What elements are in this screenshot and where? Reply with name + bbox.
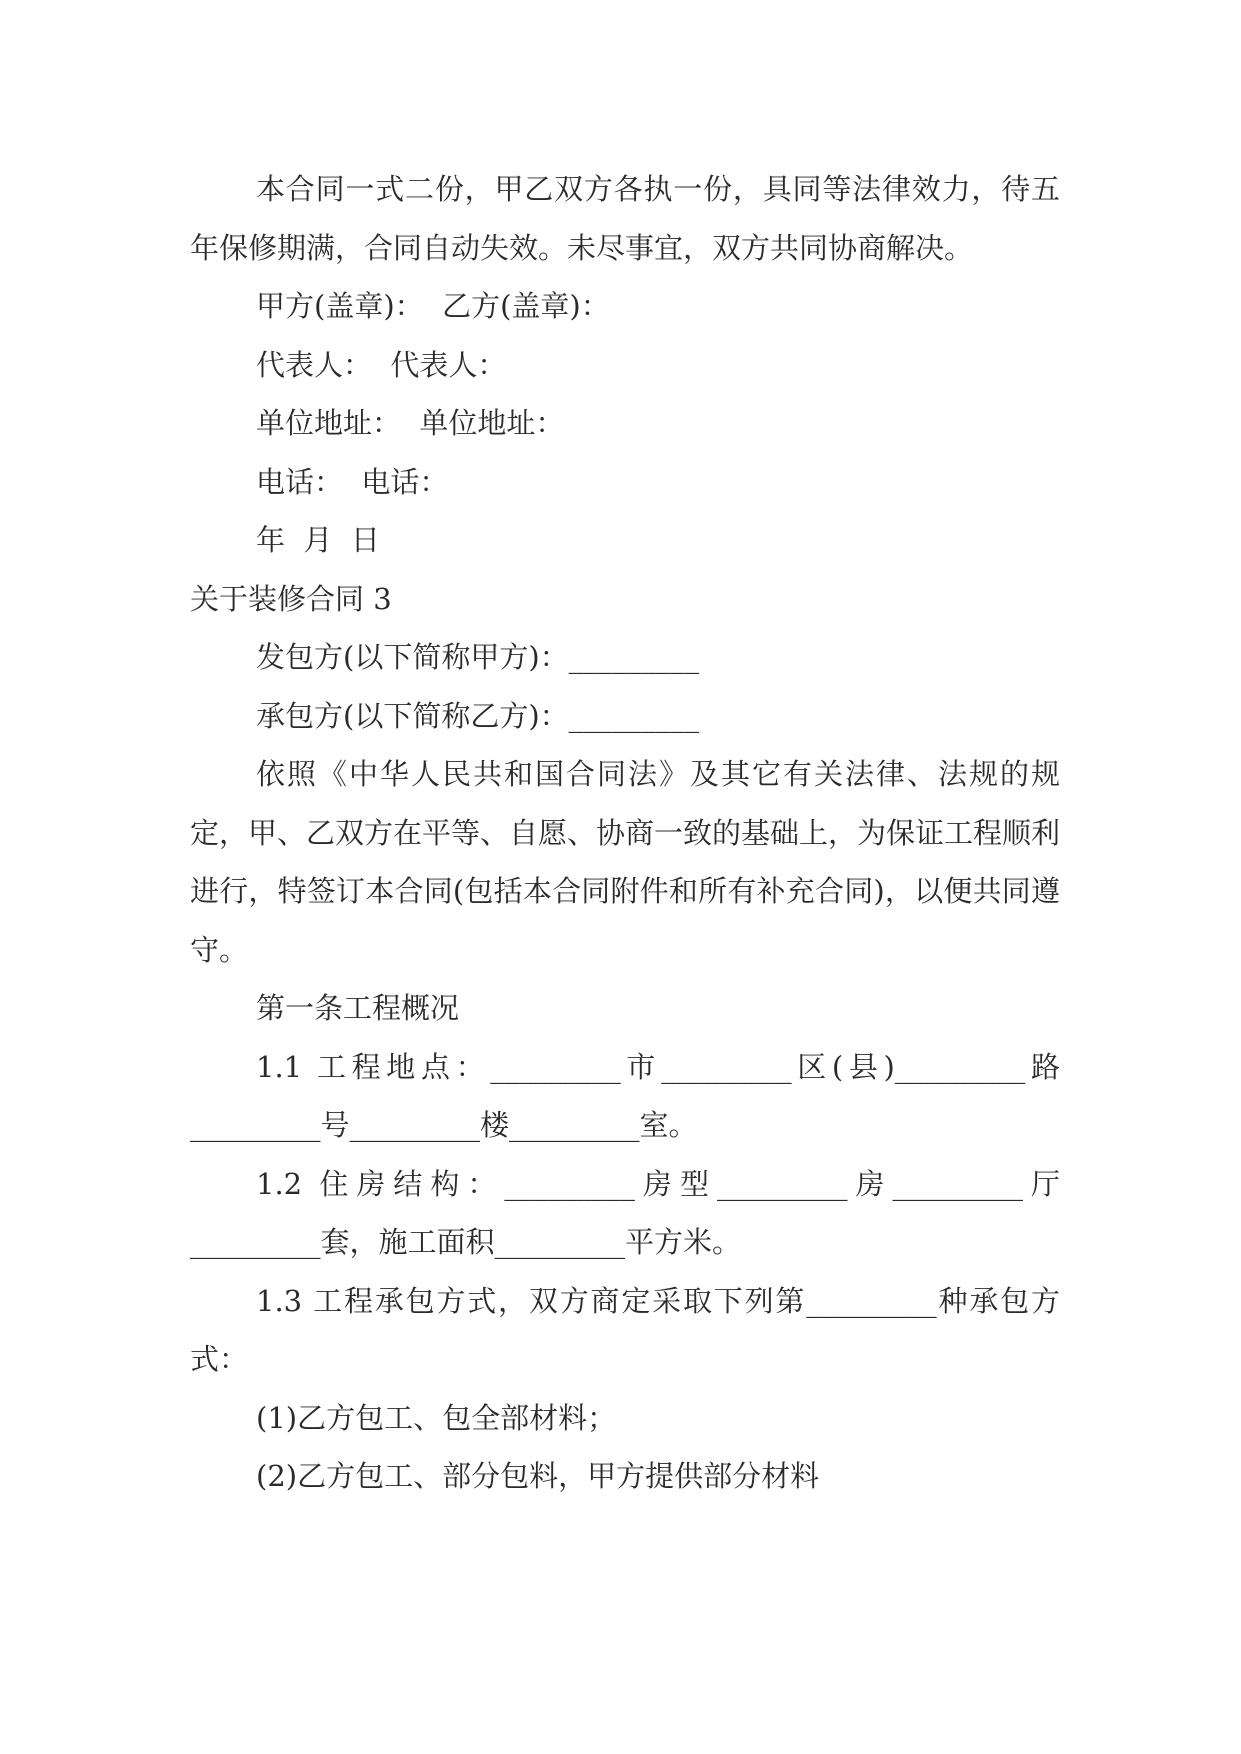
option-1: (1)乙方包工、包全部材料； [256, 1400, 617, 1435]
signature-representative-line: 代表人： 代表人： [256, 347, 507, 382]
section-heading: 关于装修合同 3 [190, 581, 392, 616]
party-b-line: 承包方(以下简称乙方)：_________ [256, 698, 700, 733]
signature-date-line: 年 月 日 [256, 523, 380, 557]
article-one-heading: 第一条工程概况 [256, 991, 460, 1025]
paragraph-validity-clause: 本合同一式二份，甲乙双方各执一份，具同等法律效力，待五年保修期满，合同自动失效。未尽事宜，双方共同协商解决。 [190, 172, 1060, 265]
signature-phone-line: 电话： 电话： [256, 464, 449, 499]
preamble-paragraph: 依照《中华人民共和国合同法》及其它有关法律、法规的规定，甲、乙双方在平等、自愿、协商一致的基础上，为保证工程顺利进行，特签订本合同(包括本合同附件和所有补充合同)，以便共同遵守。 [190, 757, 1061, 967]
document-body [190, 160, 1060, 1506]
clause-1-3: 1.3 工程承包方式，双方商定采取下列第_________种承包方式： [190, 1283, 1060, 1376]
signature-address-line: 单位地址： 单位地址： [256, 406, 565, 440]
clause-1-2: 1.2 住房结构：_________房型_________房_________厅_________套，施工面积_________平方米。 [190, 1166, 1060, 1259]
option-2: (2)乙方包工、部分包料，甲方提供部分材料 [256, 1459, 820, 1493]
party-a-line: 发包方(以下简称甲方)：_________ [256, 640, 700, 674]
signature-seal-line: 甲方(盖章)： 乙方(盖章)： [256, 289, 610, 323]
clause-1-1: 1.1 工程地点：_________市_________区(县)_________路_________号_________楼_________室。 [190, 1049, 1060, 1142]
